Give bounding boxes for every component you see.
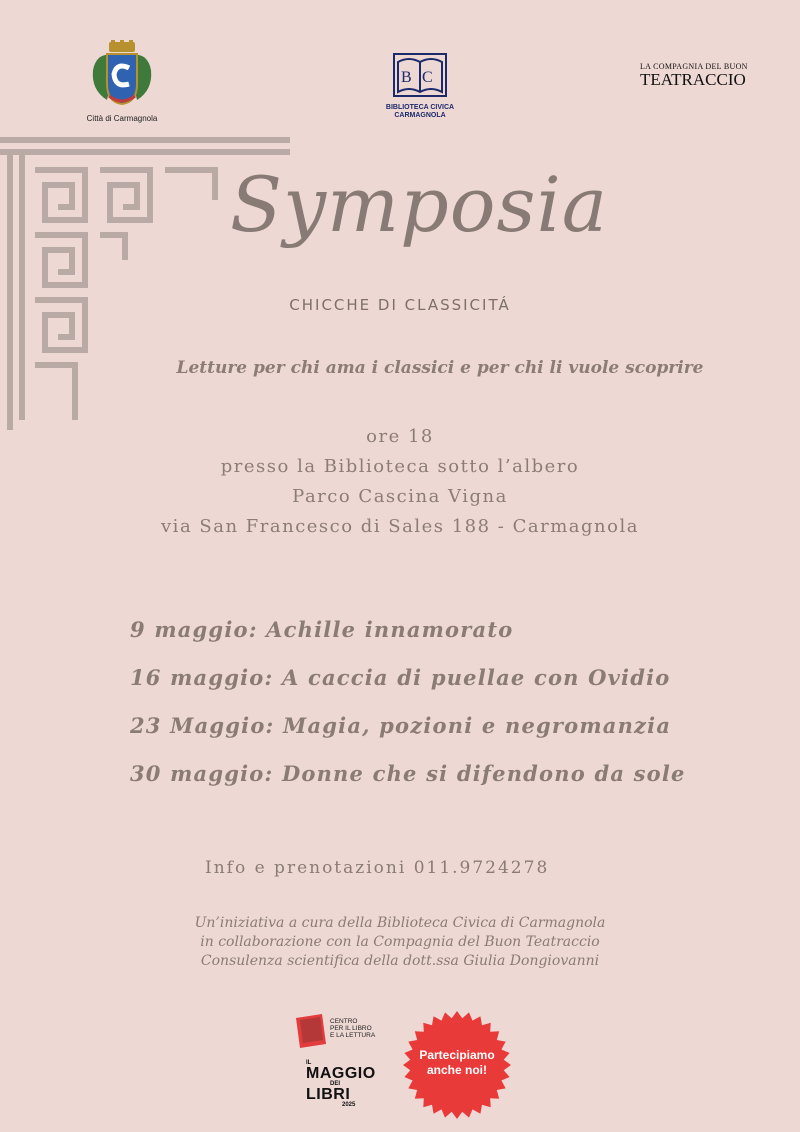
venue-address: via San Francesco di Sales 188 - Carmagnola bbox=[161, 516, 639, 537]
svg-text:B: B bbox=[401, 69, 412, 86]
compagnia-buon-teatraccio-logo bbox=[640, 62, 760, 88]
library-book-icon bbox=[392, 52, 448, 98]
venue-details bbox=[0, 422, 800, 542]
city-coat-of-arms-icon bbox=[87, 40, 157, 108]
venue-place: presso la Biblioteca sotto l’albero bbox=[220, 456, 580, 477]
svg-text:C: C bbox=[422, 69, 433, 86]
cepell-text-3: E LA LETTURA bbox=[330, 1032, 376, 1039]
credits-line: Un’iniziativa a cura della Biblioteca Civica di Carmagnola bbox=[194, 915, 606, 931]
schedule-item: 23 Maggio: Magia, pozioni e negromanzia bbox=[130, 713, 672, 738]
credits-line: Consulenza scientifica della dott.ssa Giulia Dongiovanni bbox=[200, 953, 600, 969]
event-subtitle: CHICCHE DI CLASSICITÁ bbox=[289, 296, 511, 314]
credits-block bbox=[0, 914, 800, 971]
maggio-dei-libri-logo bbox=[306, 1060, 376, 1120]
cepell-flag-icon bbox=[296, 1014, 326, 1048]
library-logo-caption-2: CARMAGNOLA bbox=[394, 112, 446, 119]
biblioteca-civica-logo bbox=[380, 52, 460, 120]
schedule-item: 16 maggio: A caccia di puellae con Ovidio bbox=[130, 665, 671, 690]
schedule-item: 9 maggio: Achille innamorato bbox=[130, 617, 514, 642]
maggio-il: IL bbox=[306, 1060, 312, 1066]
partecipiamo-badge bbox=[402, 1010, 512, 1120]
maggio-libri: LIBRI bbox=[306, 1086, 351, 1103]
event-tagline: Letture per chi ama i classici e per chi li vuole scoprire bbox=[176, 358, 704, 378]
theatre-logo-line1: LA COMPAGNIA DEL BUON bbox=[640, 62, 748, 71]
info-booking: Info e prenotazioni 011.9724278 bbox=[205, 858, 550, 878]
maggio-word: MAGGIO bbox=[306, 1065, 376, 1082]
cepell-text-1: CENTRO bbox=[330, 1018, 358, 1025]
theatre-logo-line2: TEATRACCIO bbox=[640, 70, 746, 89]
maggio-dei: DEI bbox=[330, 1081, 341, 1087]
event-schedule bbox=[130, 610, 780, 802]
library-logo-caption-1: BIBLIOTECA CIVICA bbox=[385, 104, 455, 111]
schedule-item: 30 maggio: Donne che si difendono da sole bbox=[130, 761, 686, 786]
badge-line-2: anche noi! bbox=[426, 1063, 487, 1077]
city-of-carmagnola-logo bbox=[72, 40, 172, 123]
city-logo-caption: Città di Carmagnola bbox=[86, 114, 158, 123]
credits-line: in collaborazione con la Compagnia del Buon Teatraccio bbox=[200, 934, 600, 950]
event-title: Symposia bbox=[230, 160, 609, 249]
venue-park: Parco Cascina Vigna bbox=[292, 486, 508, 507]
cepell-logo bbox=[296, 1014, 406, 1050]
badge-line-1: Partecipiamo bbox=[419, 1048, 495, 1062]
maggio-year: 2025 bbox=[342, 1102, 356, 1108]
cepell-text-2: PER IL LIBRO bbox=[330, 1025, 372, 1032]
venue-time: ore 18 bbox=[366, 426, 434, 447]
